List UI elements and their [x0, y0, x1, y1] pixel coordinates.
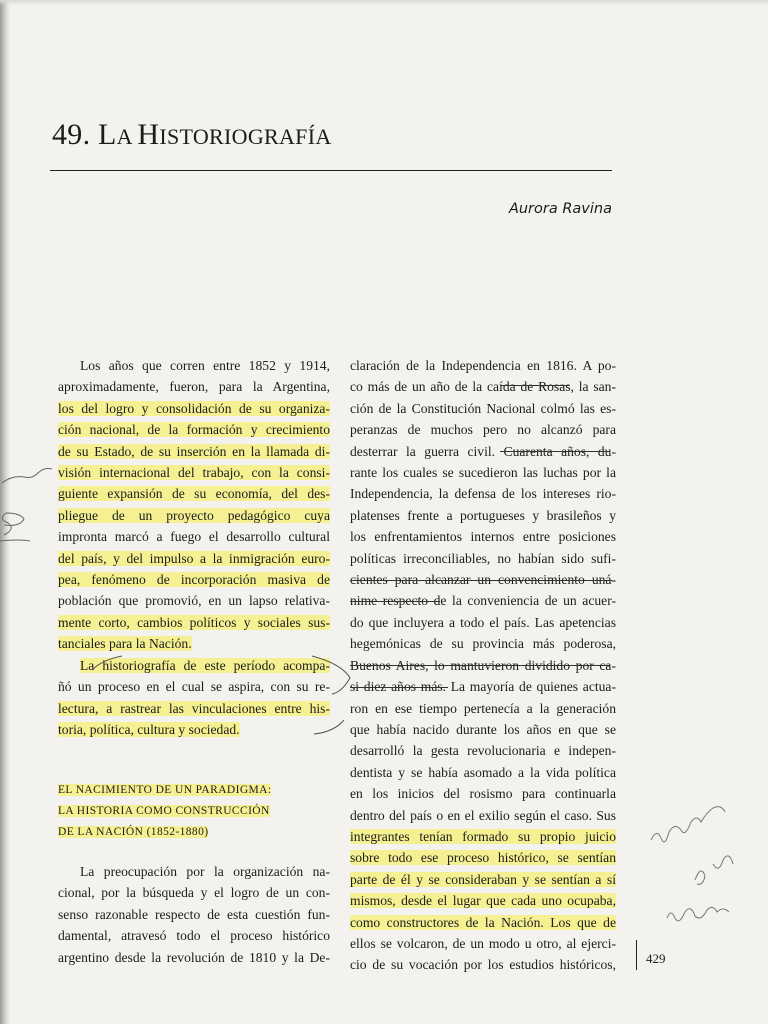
- text-line: [58, 505, 330, 526]
- line-text: do que incluyera a todo el país. Las apetencias: [350, 614, 616, 630]
- highlighted-text: EL NACIMIENTO DE UN PARADIGMA:: [58, 784, 272, 796]
- pen-underline: [350, 580, 612, 581]
- line-text: dentro del país o en el exilio según el caso. Sus: [350, 807, 616, 823]
- highlighted-text: LA HISTORIA COMO CONSTRUCCIÓN: [58, 805, 270, 817]
- line-text: en los inicios del rosismo para continuarla: [350, 786, 616, 802]
- line-text: claración de la Independencia en 1816. A po-: [350, 358, 616, 373]
- text-line: [58, 462, 330, 483]
- text-line: [58, 398, 330, 419]
- text-line: [350, 890, 616, 911]
- line-text: aproximadamente, fueron, para la Argentina,: [58, 379, 330, 395]
- line-text: los enfrentamientos internos entre posiciones: [350, 529, 616, 545]
- section-subheading: [58, 780, 308, 843]
- line-text: platenses frente a portugueses y brasileños y: [350, 507, 616, 523]
- text-line: [350, 869, 616, 890]
- text-line: [350, 462, 616, 483]
- chapter-number: 49.: [52, 118, 91, 151]
- title-big-letter: H: [137, 118, 160, 151]
- line-text: ción de la Constitución Nacional colmó las es-: [350, 400, 616, 416]
- chapter-title: [52, 118, 612, 152]
- highlighted-text: tanciales para la Nación.: [58, 636, 192, 652]
- highlighted-text: mismos, desde el lugar que cada uno ocupaba,: [350, 893, 616, 909]
- text-line: [58, 925, 330, 946]
- text-line: [58, 483, 330, 504]
- line-text: peranzas de muchos pero no alcanzó para: [350, 422, 616, 438]
- handwritten-margin-note: [645, 800, 763, 940]
- text-line: [350, 933, 616, 954]
- line-text: rante los cuales se sucedieron las luchas por la: [350, 465, 616, 481]
- page-number: 429: [646, 951, 666, 966]
- line-text: ron en ese tiempo pertenecía a la generación: [350, 700, 616, 716]
- highlighted-text: guiente expansión de su economía, del des-: [58, 486, 330, 502]
- highlighted-text: visión internacional del trabajo, con la consi-: [58, 465, 330, 481]
- highlighted-text: pliegue de un proyecto pedagógico cuya: [58, 507, 330, 523]
- highlighted-text: parte de él y se consideraban y se sentían a sí: [350, 871, 616, 887]
- line-text: Los años que corren entre 1852 y 1914,: [80, 358, 330, 373]
- subheading-line: [58, 780, 308, 801]
- line-text: políticas irreconciliables, no habían sido sufi-: [350, 550, 616, 566]
- line-text: cional, por la búsqueda y el logro de un con-: [58, 885, 330, 901]
- text-line: [350, 398, 616, 419]
- text-line: [58, 419, 330, 440]
- line-text: argentino desde la revolución de 1810 y la De-: [58, 949, 330, 965]
- line-text: cientes para alcanzar un convencimiento uná-: [350, 572, 616, 588]
- page-number-rule: [636, 940, 637, 970]
- text-line: [58, 569, 330, 590]
- line-text: Independencia, la defensa de los intereses rio-: [350, 486, 616, 502]
- pen-underline: [500, 451, 610, 452]
- text-line: [350, 847, 616, 868]
- text-line: [350, 805, 616, 826]
- text-line: [350, 826, 616, 847]
- text-line: [350, 419, 616, 440]
- line-text: si diez años más. La mayoría de quienes actua-: [350, 679, 616, 695]
- highlighted-text: La historiografía de este período acompa-: [80, 657, 330, 673]
- highlighted-text: del país, y del impulso a la inmigración euro-: [58, 550, 330, 566]
- subheading-line: [58, 801, 308, 822]
- scan-edge-top: [0, 0, 768, 6]
- text-line: [350, 912, 616, 933]
- line-text: co más de un año de la caída de Rosas, la san-: [350, 379, 616, 395]
- line-text: cio de su vocación por los estudios históricos,: [350, 957, 616, 973]
- text-line: [58, 882, 330, 903]
- subheading-line: [58, 822, 308, 843]
- highlighted-text: toria, política, cultura y sociedad.: [58, 721, 240, 737]
- author-name: Aurora Ravina: [508, 201, 612, 217]
- text-line: [58, 355, 330, 376]
- line-text: ellos se volcaron, de un modo u otro, al ejerci-: [350, 935, 616, 951]
- pen-bracket-mark: [52, 650, 352, 740]
- text-line: [350, 355, 616, 376]
- line-text: impronta marcó a fuego el desarrollo cultural: [58, 529, 330, 545]
- highlighted-text: sobre todo ese proceso histórico, se sentían: [350, 850, 616, 866]
- line-text: senso razonable respecto de esta cuestión fun-: [58, 906, 330, 922]
- line-text: población que promovió, en un lapso relativa-: [58, 593, 330, 609]
- paragraph-3: [58, 861, 330, 968]
- title-initial: L: [97, 118, 117, 151]
- line-text: que había nacido durante los años en que se: [350, 721, 616, 737]
- text-line: [350, 740, 616, 761]
- text-line: [350, 762, 616, 783]
- text-line: [58, 548, 330, 569]
- line-text: damental, atravesó todo el proceso histórico: [58, 928, 330, 944]
- text-line: [58, 861, 330, 882]
- highlighted-text: lectura, a rastrear las vinculaciones entre his-: [58, 700, 330, 716]
- text-line: [58, 526, 330, 547]
- text-line: [350, 954, 616, 975]
- highlighted-text: integrantes tenían formado su propio juicio: [350, 828, 616, 844]
- text-line: [350, 783, 616, 804]
- text-line: [58, 947, 330, 968]
- line-text: desterrar la guerra civil. Cuarenta años, du-: [350, 443, 616, 459]
- text-line: [58, 376, 330, 397]
- text-line: [350, 376, 616, 397]
- text-line: [58, 590, 330, 611]
- paragraph-1: [58, 355, 330, 655]
- text-line: [350, 698, 616, 719]
- text-line: [58, 612, 330, 633]
- pen-underline: [350, 665, 610, 666]
- text-line: [350, 526, 616, 547]
- highlighted-text: de su Estado, de su inserción en la llamada di-: [58, 443, 330, 459]
- text-line: [58, 904, 330, 925]
- title-rule: [50, 170, 612, 171]
- title-rest-1: A: [116, 124, 138, 149]
- highlighted-text: como constructores de la Nación. Los que de: [350, 914, 616, 930]
- text-line: [350, 483, 616, 504]
- pen-underline: [350, 687, 448, 688]
- highlighted-text: pea, fenómeno de incorporación masiva de: [58, 572, 330, 588]
- margin-scribble-left: [0, 455, 60, 555]
- title-rest-2: ISTORIOGRAFÍA: [159, 124, 332, 149]
- highlighted-text: DE LA NACIÓN (1852-1880): [58, 826, 209, 838]
- pen-underline: [350, 601, 440, 602]
- text-line: [350, 719, 616, 740]
- line-text: ñó un proceso en el cual se aspira, con su re-: [58, 679, 330, 695]
- text-line: [350, 548, 616, 569]
- pen-underline: [500, 385, 570, 386]
- text-line: [350, 612, 616, 633]
- line-text: hegemónicas de su provincia más poderosa,: [350, 636, 616, 652]
- line-text: Buenos Aires, lo mantuvieron dividido por ca-: [350, 657, 616, 673]
- text-line: [58, 441, 330, 462]
- line-text: La preocupación por la organización na-: [80, 864, 330, 879]
- text-line: [350, 505, 616, 526]
- highlighted-text: los del logro y consolidación de su organiza-: [58, 400, 330, 416]
- highlighted-text: ción nacional, de la formación y crecimiento: [58, 422, 330, 438]
- line-text: nime respecto de la conveniencia de un acuer-: [350, 593, 616, 609]
- line-text: desarrolló la gesta revolucionaria e indepen-: [350, 743, 616, 759]
- text-line: [350, 633, 616, 654]
- highlighted-text: mente corto, cambios políticos y sociales sus-: [58, 614, 330, 630]
- line-text: dentista y se había asomado a la vida política: [350, 764, 616, 780]
